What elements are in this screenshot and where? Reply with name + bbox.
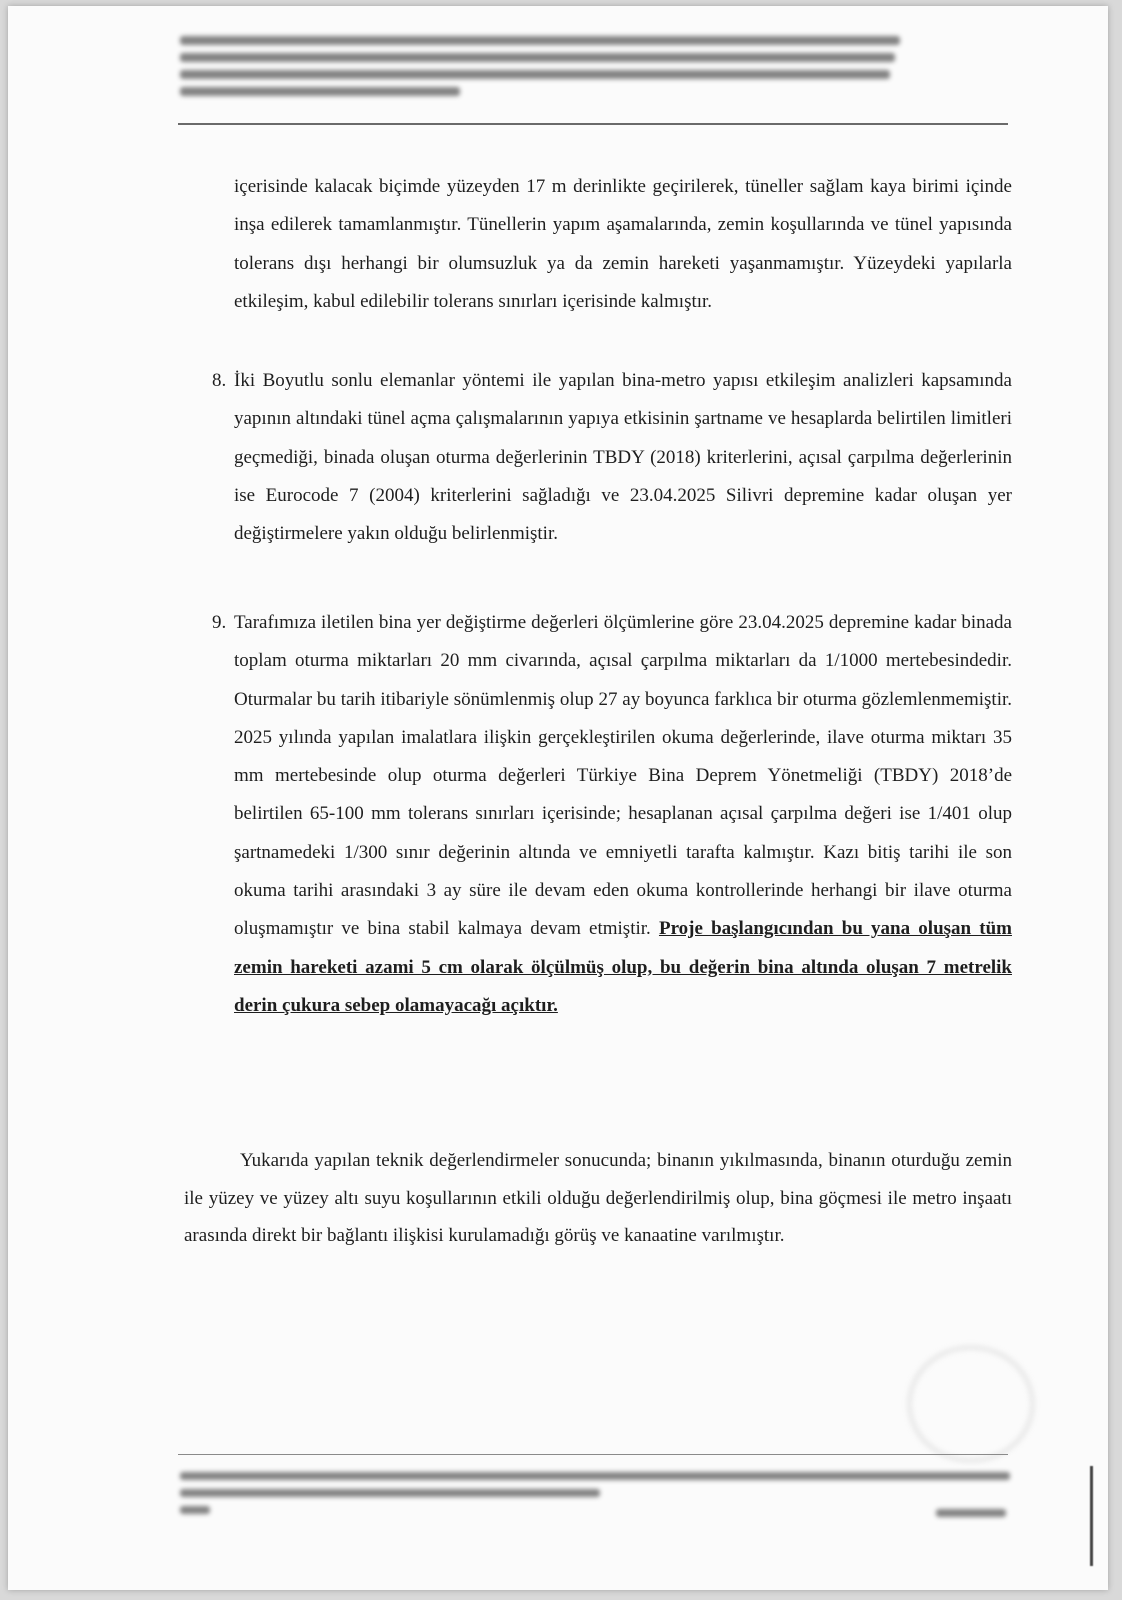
- header-rule: [178, 123, 1008, 125]
- list-item-number: 8.: [212, 370, 227, 391]
- footer-rule: [178, 1454, 1008, 1455]
- continuation-paragraph: içerisinde kalacak biçimde yüzeyden 17 m derinlikte geçirilerek, tüneller sağlam kaya birimi içinde inşa edilerek tamamlanmıştır. Tünellerin yapım aşamalarında, zemin koşullarında ve tünel yapısında tolerans dışı herhangi bir olumsuzluk ya da zemin hareketi yaşanmamıştır. Yüzeydeki yapılarla etkileşim, kabul edilebilir tolerans sınırları içerisinde kalmıştır.: [234, 176, 1012, 312]
- list-item-text: Tarafımıza iletilen bina yer değiştirme değerleri ölçümlerine göre 23.04.2025 depremine kadar binada toplam oturma miktarları 20 mm civarında, açısal çarpılma miktarları da 1/1000 mertebesindedir. Oturmalar bu tarih itibariyle sönümlenmiş olup 27 ay boyunca farklıca bir oturma gözlemlenmemiştir. 2025 yılında yapılan imalatlara ilişkin gerçekleştirilen okuma değerlerinde, ilave oturma miktarı 35 mm mertebesinde olup oturma değerleri Türkiye Bina Deprem Yönetmeliği (TBDY) 2018’de belirtilen 65-100 mm tolerans sınırları içerisinde; hesaplanan açısal çarpılma değeri ise 1/401 olup şartnamedeki 1/300 sınır değerinin altında ve emniyetli tarafta kalmıştır. Kazı bitiş tarihi ile son okuma tarihi arasındaki 3 ay süre ile devam eden okuma kontrollerinde herhangi bir ilave oturma oluşmamıştır ve bina stabil kalmaya devam etmiştir.: [234, 612, 1012, 940]
- scan-edge-mark: [1090, 1466, 1093, 1566]
- conclusion-paragraph: Yukarıda yapılan teknik değerlendirmeler sonucunda; binanın yıkılmasında, binanın oturduğu zemin ile yüzey ve yüzey altı suyu koşullarının etkili olduğu değerlendirilmiş olup, bina göçmesi ile metro inşaatı arasında direkt bir bağlantı ilişkisi kurulamadığı görüş ve kanaatine varılmıştır.: [184, 1150, 1012, 1247]
- emphasized-conclusion-text: Proje başlangıcından bu yana oluşan tüm zemin hareketi azami 5 cm olarak ölçülmüş olup, bu değerin bina altında oluşan 7 metrelik derin çukura sebep olamayacağı açıktır.: [234, 918, 1012, 1016]
- list-item-number: 9.: [212, 612, 227, 633]
- faint-stamp: [908, 1346, 1034, 1462]
- list-item-text: İki Boyutlu sonlu elemanlar yöntemi ile yapılan bina-metro yapısı etkileşim analizleri kapsamında yapının altındaki tünel açma çalışmalarının yapıya etkisinin şartname ve hesaplarda belirtilen limitleri geçmediği, binada oluşan oturma değerlerinin TBDY (2018) kriterlerini, açısal çarpılma değerlerinin ise Eurocode 7 (2004) kriterlerini sağladığı ve 23.04.2025 Silivri depremine kadar oluşan yer değiştirmelere yakın olduğu belirlenmiştir.: [234, 370, 1012, 545]
- list-item-9: [212, 604, 1012, 1025]
- list-item-8: [212, 362, 1012, 553]
- document-page: [8, 6, 1108, 1590]
